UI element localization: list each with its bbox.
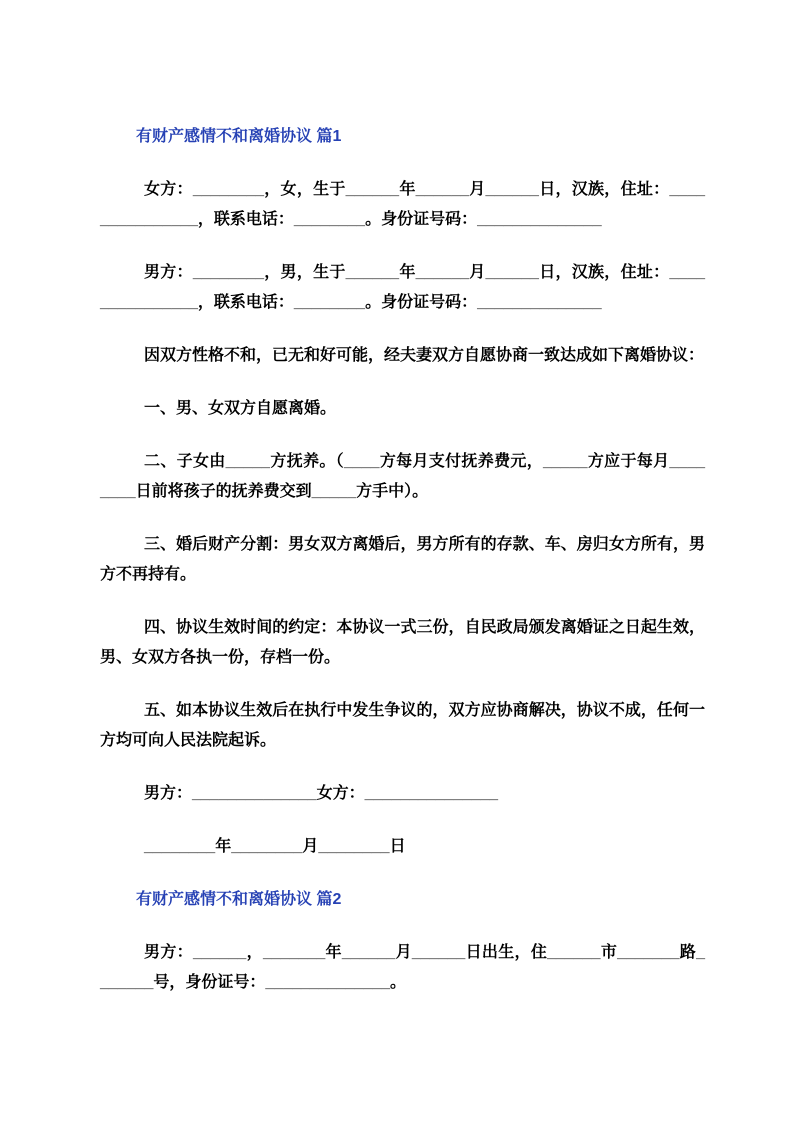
section2-heading: 有财产感情不和离婚协议 篇2 — [136, 891, 342, 908]
para-clause-2-child-custody: 二、子女由_____方抚养。（____方每月支付抚养费元，_____方应于每月________日前将孩子的抚养费交到_____方手中）。 — [100, 453, 705, 500]
para-clause-3-property-division: 三、婚后财产分割：男女双方离婚后，男方所有的存款、车、房归女方所有，男方不再持有。 — [100, 536, 705, 583]
para-date-line: ________年________月________日 — [144, 838, 406, 855]
section1-heading: 有财产感情不和离婚协议 篇1 — [136, 128, 342, 145]
para-clause-4-effective-date: 四、协议生效时间的约定：本协议一式三份，自民政局颁发离婚证之日起生效，男、女双方各执一份，存档一份。 — [100, 619, 705, 666]
para-husband-identity: 男方：________，男，生于______年______月______日，汉族，住址：_______________，联系电话：________。身份证号码：______________ — [100, 264, 705, 311]
para-clause-1-voluntary-divorce: 一、男、女双方自愿离婚。 — [144, 400, 337, 417]
para-signature-line: 男方：______________女方：_______________ — [144, 785, 499, 802]
para-preamble: 因双方性格不和，已无和好可能，经夫妻双方自愿协商一致达成如下离婚协议： — [144, 347, 705, 364]
para-wife-identity: 女方：________，女，生于______年______月______日，汉族，住址：_______________，联系电话：________。身份证号码：______________ — [100, 181, 705, 228]
para-clause-5-dispute-resolution: 五、如本协议生效后在执行中发生争议的，双方应协商解决，协议不成，任何一方均可向人民法院起诉。 — [100, 702, 705, 749]
para2-husband-identity: 男方：______，_______年______月______日出生，住______市_______路_______号，身份证号：______________。 — [100, 944, 705, 991]
